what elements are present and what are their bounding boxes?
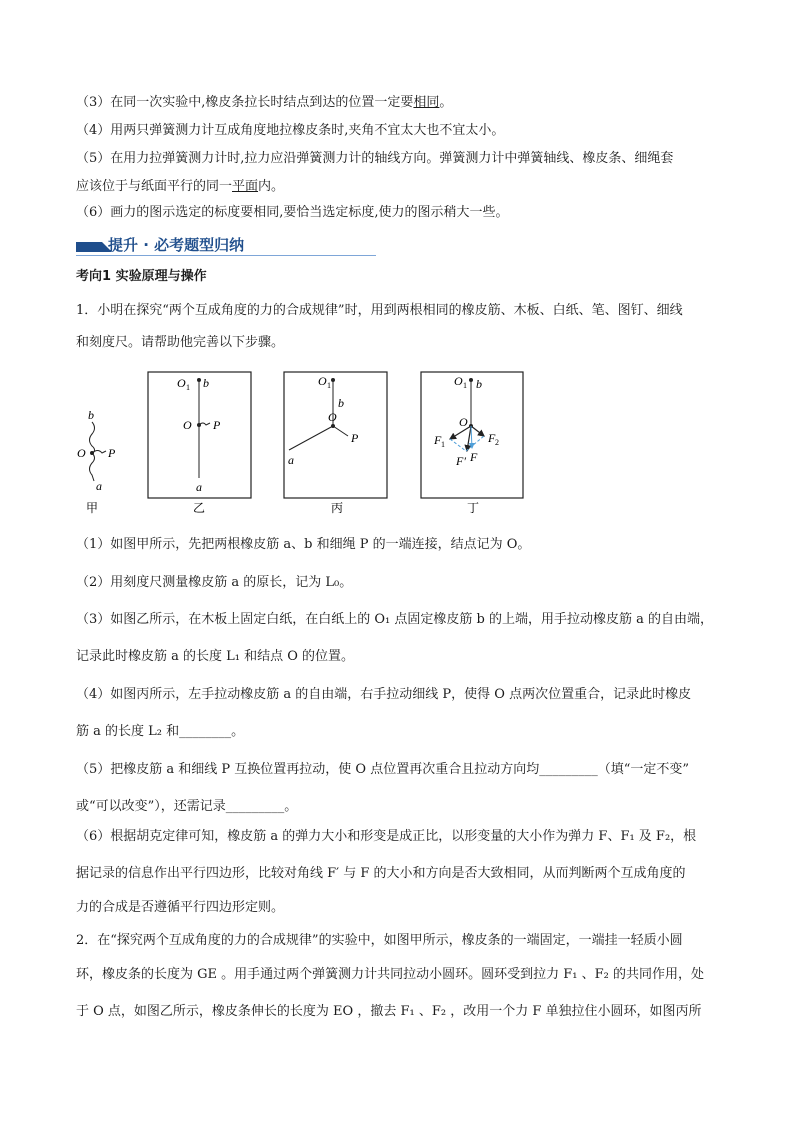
bing-label-o1-sub: 1 [327, 381, 331, 390]
bing-band-a [289, 426, 333, 450]
q1-step-4b: 筋 a 的长度 L₂ 和________。 [76, 724, 245, 739]
note-5a: （5）在用力拉弹簧测力计时,拉力应沿弹簧测力计的轴线方向。弹簧测力计中弹簧轴线、橡皮条、细绳套 [76, 151, 674, 166]
bing-label-p: P [351, 431, 359, 445]
figure-jia [77, 408, 116, 515]
section-title: 提升 · 必考题型归纳 [108, 236, 245, 254]
yi-label-o1: O [177, 376, 186, 390]
note-5b: 应该位于与纸面平行的同一平面内。 [76, 179, 285, 194]
bing-label-o1: O [318, 374, 327, 388]
section-header [76, 234, 376, 256]
q1-step-1: （1）如图甲所示，先把两根橡皮筋 a、b 和细绳 P 的一端连接，结点记为 O。 [76, 537, 531, 552]
figure-bing [284, 372, 387, 515]
bing-label-b: b [338, 396, 344, 410]
q1-intro-b: 和刻度尺。请帮助他完善以下步骤。 [76, 335, 285, 350]
section-marker [76, 242, 102, 252]
jia-label-a: a [96, 479, 102, 493]
ding-caption: 丁 [467, 501, 480, 515]
section-rule [76, 255, 376, 256]
ding-label-f2-sub: 2 [495, 438, 499, 447]
q1-step-3a: （3）如图乙所示，在木板上固定白纸，在白纸上的 O₁ 点固定橡皮筋 b 的上端，用手拉动橡皮筋 a 的自由端， [76, 612, 714, 627]
q2-line-c: 于 O 点，如图乙所示，橡皮条伸长的长度为 EO ，撤去 F₁ 、F₂ ，改用一个力 F 单独拉住小圆环，如图丙所 [76, 1004, 702, 1019]
yi-label-o: O [183, 418, 192, 432]
ding-label-f1-sub: 1 [441, 440, 445, 449]
q2-line-a: 2．在“探究两个互成角度的力的合成规律”的实验中，如图甲所示，橡皮条的一端固定，一端挂一轻质小圆 [76, 933, 683, 948]
yi-label-a: a [196, 480, 202, 494]
ding-label-o: O [459, 415, 468, 429]
jia-label-b: b [88, 408, 94, 422]
bing-board [284, 372, 387, 498]
jia-caption: 甲 [86, 501, 99, 515]
ding-label-f2: F [488, 431, 496, 445]
yi-label-p: P [213, 418, 221, 432]
jia-band-b [90, 422, 95, 454]
yi-caption: 乙 [193, 501, 206, 515]
q1-step-3b: 记录此时橡皮筋 a 的长度 L₁ 和结点 O 的位置。 [76, 649, 355, 664]
q1-step-6c: 力的合成是否遵循平行四边形定则。 [76, 900, 285, 915]
q1-step-6b: 据记录的信息作出平行四边形，比较对角线 F′ 与 F 的大小和方向是否大致相同，从而判断两个互成角度的 [76, 866, 686, 881]
yi-label-o1-sub: 1 [186, 383, 190, 392]
ding-arrow-fprime [471, 426, 472, 448]
jia-label-p: P [108, 446, 116, 460]
q2-line-b: 环，橡皮条的长度为 GE 。用手通过两个弹簧测力计共同拉动小圆环。圆环受到拉力 F₁ 、F₂ 的共同作用，处 [76, 967, 704, 982]
topic-title: 考向1 实验原理与操作 [76, 269, 207, 284]
q1-intro-a: 1．小明在探究“两个互成角度的力的合成规律”时，用到两根相同的橡皮筋、木板、白纸、笔、图钉、细线 [76, 303, 683, 318]
jia-band-a [90, 453, 95, 481]
ding-label-o1-sub: 1 [463, 381, 467, 390]
note-4: （4）用两只弹簧测力计互成角度地拉橡皮条时,夹角不宜太大也不宜太小。 [76, 123, 505, 138]
q1-step-4a: （4）如图丙所示，左手拉动橡皮筋 a 的自由端，右手拉动细线 P，使得 O 点两次位置重合，记录此时橡皮 [76, 687, 692, 702]
q1-step-5b: 或“可以改变”），还需记录_________。 [76, 799, 298, 814]
bing-caption: 丙 [331, 501, 344, 515]
figure-ding [421, 372, 523, 515]
bing-label-o: O [328, 410, 337, 424]
ding-label-f: F [470, 450, 478, 464]
figure-yi [148, 372, 251, 515]
bing-string-p [333, 426, 348, 436]
bing-label-a: a [288, 453, 294, 467]
q1-step-2: （2）用刻度尺测量橡皮筋 a 的原长，记为 L₀。 [76, 575, 353, 590]
ding-label-o1: O [454, 374, 463, 388]
note-3: （3）在同一次实验中,橡皮条拉长时结点到达的位置一定要相同。 [76, 95, 453, 110]
note-6: （6）画力的图示选定的标度要相同,要恰当选定标度,使力的图示稍大一些。 [76, 205, 509, 220]
yi-label-b: b [203, 376, 209, 390]
q1-step-6a: （6）根据胡克定律可知，橡皮筋 a 的弹力大小和形变是成正比，以形变量的大小作为弹力 F、F₁ 及 F₂，根 [76, 829, 697, 844]
ding-arrow-f2 [471, 426, 484, 436]
jia-label-o: O [77, 446, 86, 460]
ding-label-f1: F [434, 433, 442, 447]
q1-figures [0, 360, 794, 520]
ding-label-fprime: F′ [456, 454, 466, 468]
q1-step-5a: （5）把橡皮筋 a 和细线 P 互换位置再拉动，使 O 点位置再次重合且拉动方向均_________（填“一定不变” [76, 762, 690, 777]
ding-label-b: b [476, 377, 482, 391]
